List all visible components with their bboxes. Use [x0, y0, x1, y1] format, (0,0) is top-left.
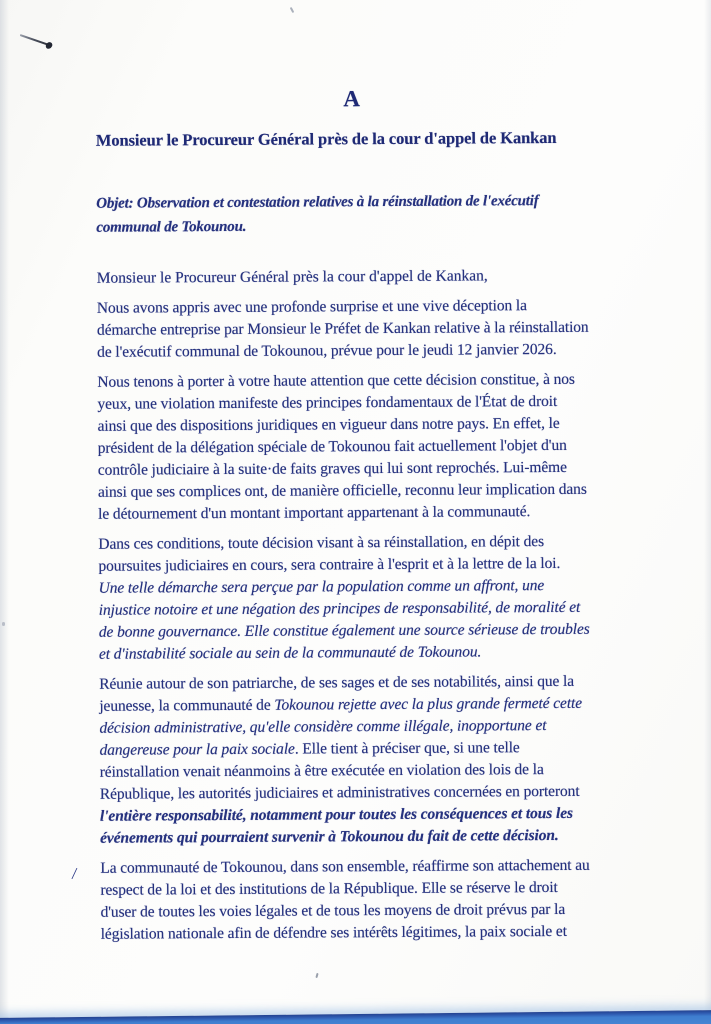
text-run: respect de la loi et des institutions de la République. Elle se réserve le droit — [100, 878, 558, 899]
text-run: réinstallation venait néanmoins à être exécutée en violation des lois de la — [99, 761, 544, 781]
text-run: yeux, une violation manifeste des principes fondamentaux de l'État de droit — [97, 392, 558, 413]
text-run: dangereuse pour la paix sociale — [99, 740, 295, 759]
text-run: l'entière responsabilité, notamment pour toutes les conséquences et tous les — [99, 804, 573, 825]
subject-block — [96, 188, 668, 239]
text-run: Nous avons appris avec une profonde surprise et une vive déception la — [96, 297, 527, 317]
letter-line — [101, 920, 673, 945]
text-run: Réunie autour de son patriarche, de ses sages et de ses notabilités, ainsi que la — [99, 672, 575, 693]
dust-speck — [2, 622, 5, 626]
text-run: injustice notoire et une négation des principes de responsabilité, de moralité et — [98, 598, 581, 619]
letter-line — [98, 478, 670, 503]
text-run: ainsi que ses complices ont, de manière officielle, reconnu leur implication dans — [97, 480, 587, 501]
text-run: événements qui pourraient survenir à Tokounou du fait de cette décision. — [100, 826, 559, 847]
text-run: poursuites judiciaires en cours, sera contraire à l'esprit et à la lettre de la loi. — [98, 554, 561, 575]
text-run: législation nationale afin de défendre ses intérêts légitimes, la paix sociale et — [100, 922, 567, 943]
paragraph — [97, 294, 669, 363]
salutation: Monsieur le Procureur Général près la cour d'appel de Kankan, — [96, 267, 488, 287]
letter-line — [98, 500, 670, 525]
scan-edge-shadow-right — [704, 0, 711, 1024]
letter-line — [99, 640, 671, 665]
scanner-edge-band — [0, 1010, 711, 1024]
text-run: contrôle judiciaire à la suite·de faits graves qui lui sont reprochés. Lui-même — [97, 458, 567, 479]
letter-mark: A — [343, 86, 360, 112]
addressee-heading: Monsieur le Procureur Général près de la cour d'appel de Kankan — [95, 127, 557, 150]
paragraph — [98, 530, 671, 665]
paragraph — [99, 670, 672, 849]
letter-content — [95, 0, 673, 954]
text-run: ainsi que des dispositions juridiques en vigueur dans notre pays. En effet, le — [97, 414, 560, 435]
text-run: La communauté de Tokounou, dans son ensemble, réaffirme son attachement au — [100, 856, 590, 877]
letter-body — [97, 294, 673, 945]
text-run: de l'exécutif communal de Tokounou, prévue pour le jeudi 12 janvier 2026. — [97, 340, 557, 361]
text-run: République, les autorités judiciaires et administratives concernées en porteront — [99, 782, 580, 803]
letter-line — [96, 188, 668, 215]
letter-line — [99, 618, 671, 643]
text-run: jeunesse, la communauté de — [99, 696, 275, 715]
text-run: de bonne gouvernance. Elle constitue également une source sérieuse de troubles — [98, 620, 590, 641]
letter-line — [100, 824, 672, 849]
text-run: le détournement d'un montant important appartenant à la communauté. — [98, 503, 531, 523]
text-run: démarche entreprise par Monsieur le Préfet de Kankan relative à la réinstallation — [96, 318, 589, 339]
dust-speck — [315, 973, 318, 978]
staple-mark-head — [45, 41, 54, 50]
text-run: Une telle démarche sera perçue par la population comme un affront, une — [98, 577, 545, 597]
text-run: d'user de toutes les voies légales et de tous les moyens de droit prévus par la — [100, 900, 566, 921]
margin-tick-mark: / — [71, 863, 78, 884]
text-run: communal de Tokounou. — [96, 218, 247, 236]
text-run: décision administrative, qu'elle considère comme illégale, inopportune et — [99, 717, 547, 737]
text-run: Objet: Observation et contestation relatives à la réinstallation de l'exécutif — [96, 193, 539, 212]
text-run: Dans ces conditions, toute décision visant à sa réinstallation, en dépit des — [98, 533, 545, 553]
letter-line — [97, 338, 669, 363]
text-run: Tokounou rejette avec la plus grande fermeté cette — [274, 694, 583, 714]
paragraph — [97, 368, 670, 525]
text-run: Nous tenons à porter à votre haute attention que cette décision constitue, à nos — [97, 370, 575, 391]
text-run: président de la délégation spéciale de Tokounou fait actuellement l'objet d'un — [97, 436, 567, 457]
letter-line — [96, 212, 668, 239]
letter-line — [100, 854, 672, 879]
text-run: . Elle tient à préciser que, si une telle — [294, 739, 520, 758]
paragraph — [100, 854, 673, 945]
text-run: et d'instabilité sociale au sein de la communauté de Tokounou. — [98, 643, 482, 663]
staple-mark — [20, 34, 49, 46]
letter-line — [97, 316, 669, 341]
scan-edge-shadow-left — [0, 0, 9, 1024]
